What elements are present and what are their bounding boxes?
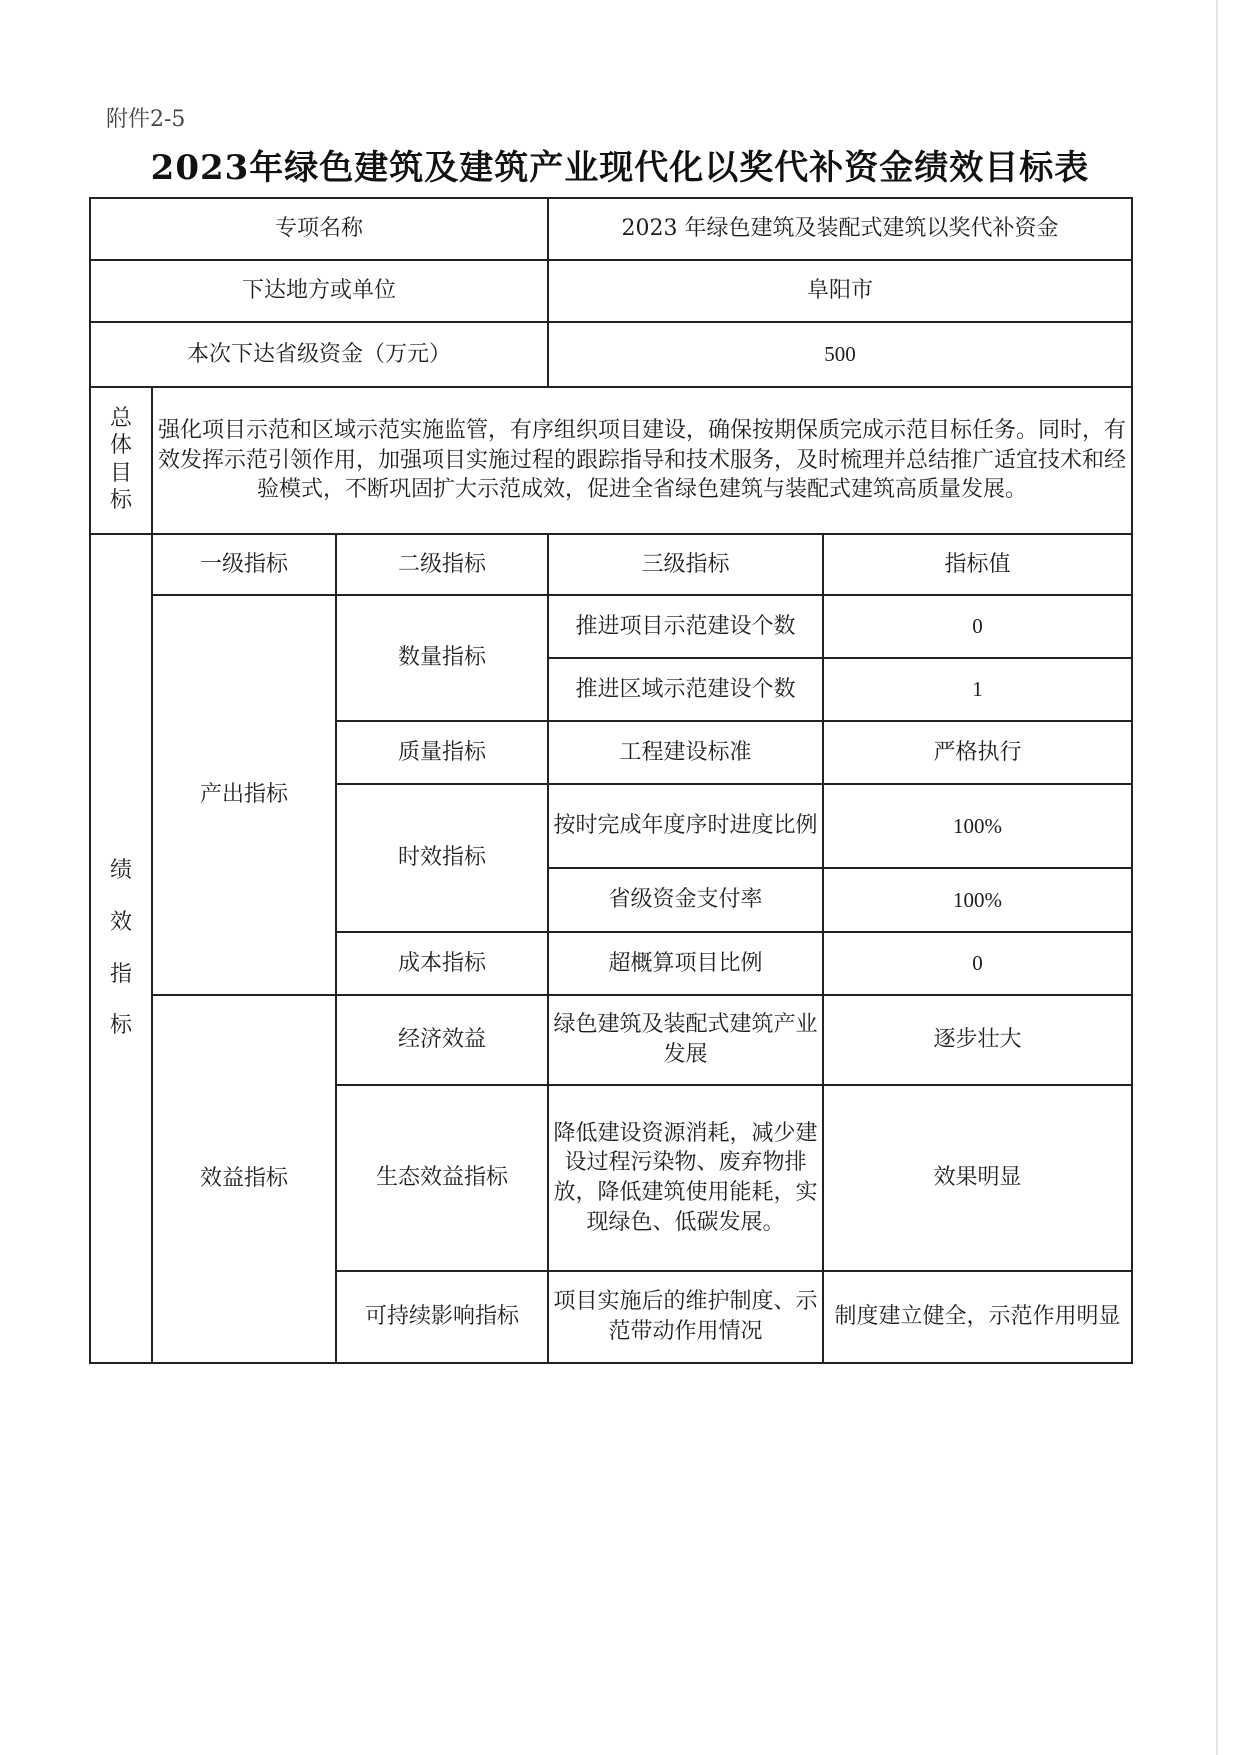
indicator-value: 1 bbox=[823, 658, 1132, 721]
project-name-row bbox=[90, 198, 1132, 260]
recipient-value: 阜阳市 bbox=[548, 260, 1132, 322]
quality-indicator-label: 质量指标 bbox=[336, 721, 548, 784]
performance-target-table bbox=[89, 197, 1133, 1364]
indicator-header-row bbox=[90, 534, 1132, 595]
overall-goal-label: 总 体 目 标 bbox=[90, 387, 152, 534]
recipient-label: 下达地方或单位 bbox=[90, 260, 548, 322]
output-indicator-label: 产出指标 bbox=[152, 595, 336, 995]
table-row bbox=[90, 995, 1132, 1085]
overall-goal-text: 强化项目示范和区域示范实施监管，有序组织项目建设，确保按期保质完成示范目标任务。同时，有效发挥示范引领作用，加强项目实施过程的跟踪指导和技术服务，及时梳理并总结推广适宜技术和经验模式，不断巩固扩大示范成效，促进全省绿色建筑与装配式建筑高质量发展。 bbox=[152, 387, 1132, 534]
indicator-name: 超概算项目比例 bbox=[548, 932, 823, 995]
overall-goal-row bbox=[90, 387, 1132, 534]
recipient-row bbox=[90, 260, 1132, 322]
indicator-value: 效果明显 bbox=[823, 1085, 1132, 1271]
header-level1: 一级指标 bbox=[152, 534, 336, 595]
funds-label: 本次下达省级资金（万元） bbox=[90, 322, 548, 387]
indicator-name: 按时完成年度序时进度比例 bbox=[548, 784, 823, 868]
ecological-benefit-label: 生态效益指标 bbox=[336, 1085, 548, 1271]
project-name-value: 2023 年绿色建筑及装配式建筑以奖代补资金 bbox=[548, 198, 1132, 260]
indicator-name: 推进区域示范建设个数 bbox=[548, 658, 823, 721]
indicator-value: 逐步壮大 bbox=[823, 995, 1132, 1085]
indicator-name: 项目实施后的维护制度、示范带动作用情况 bbox=[548, 1271, 823, 1363]
benefit-indicator-label: 效益指标 bbox=[152, 995, 336, 1363]
funds-value: 500 bbox=[548, 322, 1132, 387]
indicator-value: 0 bbox=[823, 595, 1132, 658]
page-title: 2023年绿色建筑及建筑产业现代化以奖代补资金绩效目标表 bbox=[150, 148, 1090, 188]
timeliness-indicator-label: 时效指标 bbox=[336, 784, 548, 932]
indicator-value: 100% bbox=[823, 868, 1132, 932]
indicator-value: 0 bbox=[823, 932, 1132, 995]
indicator-name: 绿色建筑及装配式建筑产业发展 bbox=[548, 995, 823, 1085]
indicator-value: 严格执行 bbox=[823, 721, 1132, 784]
indicator-value: 100% bbox=[823, 784, 1132, 868]
header-value: 指标值 bbox=[823, 534, 1132, 595]
economic-benefit-label: 经济效益 bbox=[336, 995, 548, 1085]
header-level2: 二级指标 bbox=[336, 534, 548, 595]
indicator-name: 降低建设资源消耗，减少建设过程污染物、废弃物排放，降低建筑使用能耗，实现绿色、低碳发展。 bbox=[548, 1085, 823, 1271]
indicator-name: 推进项目示范建设个数 bbox=[548, 595, 823, 658]
performance-indicator-label: 绩 效 指 标 bbox=[90, 534, 152, 1363]
indicator-name: 省级资金支付率 bbox=[548, 868, 823, 932]
cost-indicator-label: 成本指标 bbox=[336, 932, 548, 995]
indicator-name: 工程建设标准 bbox=[548, 721, 823, 784]
header-level3: 三级指标 bbox=[548, 534, 823, 595]
scan-edge-line bbox=[1216, 0, 1218, 1755]
project-name-label: 专项名称 bbox=[90, 198, 548, 260]
quantity-indicator-label: 数量指标 bbox=[336, 595, 548, 721]
sustainable-impact-label: 可持续影响指标 bbox=[336, 1271, 548, 1363]
funds-row bbox=[90, 322, 1132, 387]
table-row bbox=[90, 595, 1132, 658]
attachment-label: 附件2-5 bbox=[106, 107, 186, 132]
indicator-value: 制度建立健全，示范作用明显 bbox=[823, 1271, 1132, 1363]
